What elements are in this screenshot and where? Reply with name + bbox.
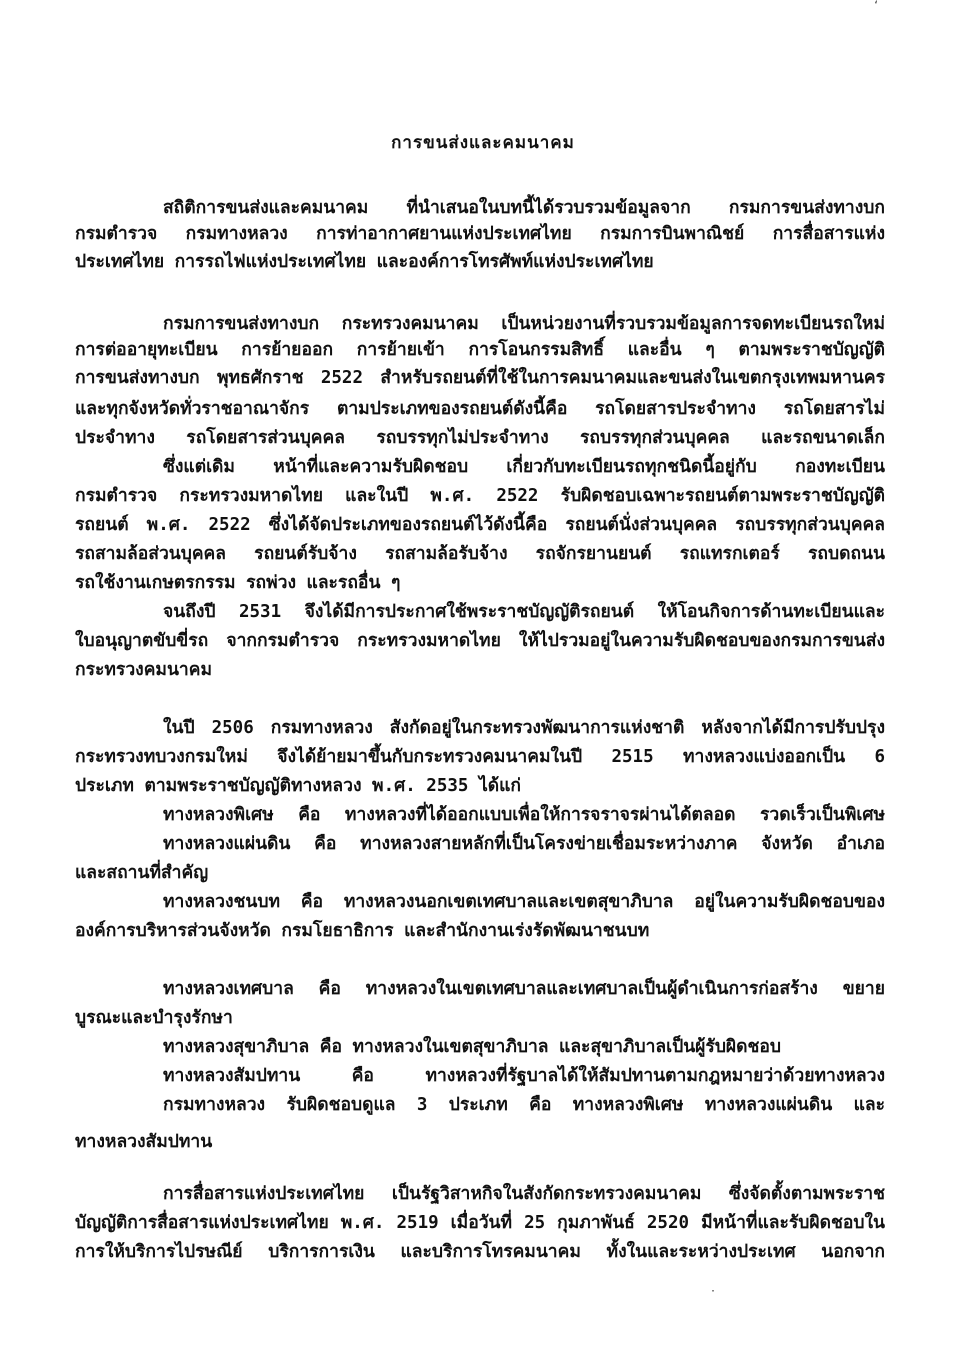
paragraph-line: ทางหลวงชนบท คือ ทางหลวงนอกเขตเทศบาลและเขตสุขาภิบาล อยู่ในความรับผิดชอบของ bbox=[163, 892, 885, 912]
paragraph-line: ประจำทาง รถโดยสารส่วนบุคคล รถบรรทุกไม่ประจำทาง รถบรรทุกส่วนบุคคล และรถขนาดเล็ก bbox=[75, 428, 885, 448]
paragraph-line: ใบอนุญาตขับขี่รถ จากกรมตำรวจ กระทรวงมหาดไทย ให้ไปรวมอยู่ในความรับผิดชอบของกรมการขนส่ง bbox=[75, 631, 885, 651]
paragraph-line: กรมตำรวจ กรมทางหลวง การท่าอากาศยานแห่งประเทศไทย กรมการบินพาณิชย์ การสื่อสารแห่ง bbox=[75, 224, 885, 244]
paragraph-line: รถยนต์ พ.ศ. 2522 ซึ่งได้จัดประเภทของรถยนต์ไว้ดังนี้คือ รถยนต์นั่งส่วนบุคคล รถบรรทุกส่วนบุคคล bbox=[75, 515, 885, 535]
paragraph-line: จนถึงปี 2531 จึงได้มีการประกาศใช้พระราชบัญญัติรถยนต์ ให้โอนกิจการด้านทะเบียนและ bbox=[163, 602, 885, 622]
scan-speck: · bbox=[710, 1286, 717, 1297]
paragraph-line: ประเทศไทย การรถไฟแห่งประเทศไทย และองค์การโทรศัพท์แห่งประเทศไทย bbox=[75, 252, 654, 272]
scan-speck: ‘ bbox=[873, 0, 880, 11]
paragraph-line: สถิติการขนส่งและคมนาคม ที่นำเสนอในบทนี้ได้รวบรวมข้อมูลจาก กรมการขนส่งทางบก bbox=[163, 198, 885, 218]
paragraph-line: องค์การบริหารส่วนจังหวัด กรมโยธาธิการ และสำนักงานเร่งรัดพัฒนาชนบท bbox=[75, 921, 650, 941]
paragraph-line: การให้บริการไปรษณีย์ บริการการเงิน และบริการโทรคมนาคม ทั้งในและระหว่างประเทศ นอกจาก bbox=[75, 1242, 885, 1262]
paragraph-line: บูรณะและบำรุงรักษา bbox=[75, 1008, 233, 1028]
paragraph-line: ทางหลวงสัมปทาน bbox=[75, 1132, 213, 1152]
paragraph-line: ทางหลวงเทศบาล คือ ทางหลวงในเขตเทศบาลและเทศบาลเป็นผู้ดำเนินการก่อสร้าง ขยาย bbox=[163, 979, 885, 999]
paragraph-line: กรมทางหลวง รับผิดชอบดูแล 3 ประเภท คือ ทางหลวงพิเศษ ทางหลวงแผ่นดิน และ bbox=[163, 1095, 885, 1115]
paragraph-line: ประเภท ตามพระราชบัญญัติทางหลวง พ.ศ. 2535 ได้แก่ bbox=[75, 776, 522, 796]
page-title: การขนส่งและคมนาคม bbox=[391, 133, 575, 153]
paragraph-line: การขนส่งทางบก พุทธศักราช 2522 สำหรับรถยนต์ที่ใช้ในการคมนาคมและขนส่งในเขตกรุงเทพมหานคร bbox=[75, 368, 885, 388]
paragraph-line: ทางหลวงสัมปทาน คือ ทางหลวงที่รัฐบาลได้ให้สัมปทานตามกฎหมายว่าด้วยทางหลวง bbox=[163, 1066, 885, 1086]
paragraph-line: กระทรวงทบวงกรมใหม่ จึงได้ย้ายมาขึ้นกับกระทรวงคมนาคมในปี 2515 ทางหลวงแบ่งออกเป็น 6 bbox=[75, 747, 885, 767]
paragraph-line: ทางหลวงแผ่นดิน คือ ทางหลวงสายหลักที่เป็นโครงข่ายเชื่อมระหว่างภาค จังหวัด อำเภอ bbox=[163, 834, 885, 854]
paragraph-line: ในปี 2506 กรมทางหลวง สังกัดอยู่ในกระทรวงพัฒนาการแห่งชาติ หลังจากได้มีการปรับปรุง bbox=[163, 718, 885, 738]
paragraph-line: การต่ออายุทะเบียน การย้ายออก การย้ายเข้า การโอนกรรมสิทธิ์ และอื่น ๆ ตามพระราชบัญญัติ bbox=[75, 340, 885, 360]
paragraph-line: กระทรวงคมนาคม bbox=[75, 660, 212, 680]
paragraph-line: การสื่อสารแห่งประเทศไทย เป็นรัฐวิสาหกิจในสังกัดกระทรวงคมนาคม ซึ่งจัดตั้งตามพระราช bbox=[163, 1184, 885, 1204]
paragraph-line: กรมการขนส่งทางบก กระทรวงคมนาคม เป็นหน่วยงานที่รวบรวมข้อมูลการจดทะเบียนรถใหม่ bbox=[163, 314, 885, 334]
paragraph-line: และทุกจังหวัดทั่วราชอาณาจักร ตามประเภทของรถยนต์ดังนี้คือ รถโดยสารประจำทาง รถโดยสารไม่ bbox=[75, 399, 885, 419]
paragraph-line: และสถานที่สำคัญ bbox=[75, 863, 209, 883]
paragraph-line: ซึ่งแต่เดิม หน้าที่และความรับผิดชอบ เกี่ยวกับทะเบียนรถทุกชนิดนี้อยู่กับ กองทะเบียน bbox=[163, 457, 885, 477]
paragraph-line: บัญญัติการสื่อสารแห่งประเทศไทย พ.ศ. 2519 เมื่อวันที่ 25 กุมภาพันธ์ 2520 มีหน้าที่และรับผิดชอบใน bbox=[75, 1213, 885, 1233]
paragraph-line: รถใช้งานเกษตรกรรม รถพ่วง และรถอื่น ๆ bbox=[75, 573, 401, 593]
paragraph-line: กรมตำรวจ กระทรวงมหาดไทย และในปี พ.ศ. 2522 รับผิดชอบเฉพาะรถยนต์ตามพระราชบัญญัติ bbox=[75, 486, 885, 506]
paragraph-line: ทางหลวงพิเศษ คือ ทางหลวงที่ได้ออกแบบเพื่อให้การจราจรผ่านได้ตลอด รวดเร็วเป็นพิเศษ bbox=[163, 805, 885, 825]
paragraph-line: รถสามล้อส่วนบุคคล รถยนต์รับจ้าง รถสามล้อรับจ้าง รถจักรยานยนต์ รถแทรกเตอร์ รถบดถนน bbox=[75, 544, 885, 564]
paragraph-line: ทางหลวงสุขาภิบาล คือ ทางหลวงในเขตสุขาภิบาล และสุขาภิบาลเป็นผู้รับผิดชอบ bbox=[163, 1037, 782, 1057]
